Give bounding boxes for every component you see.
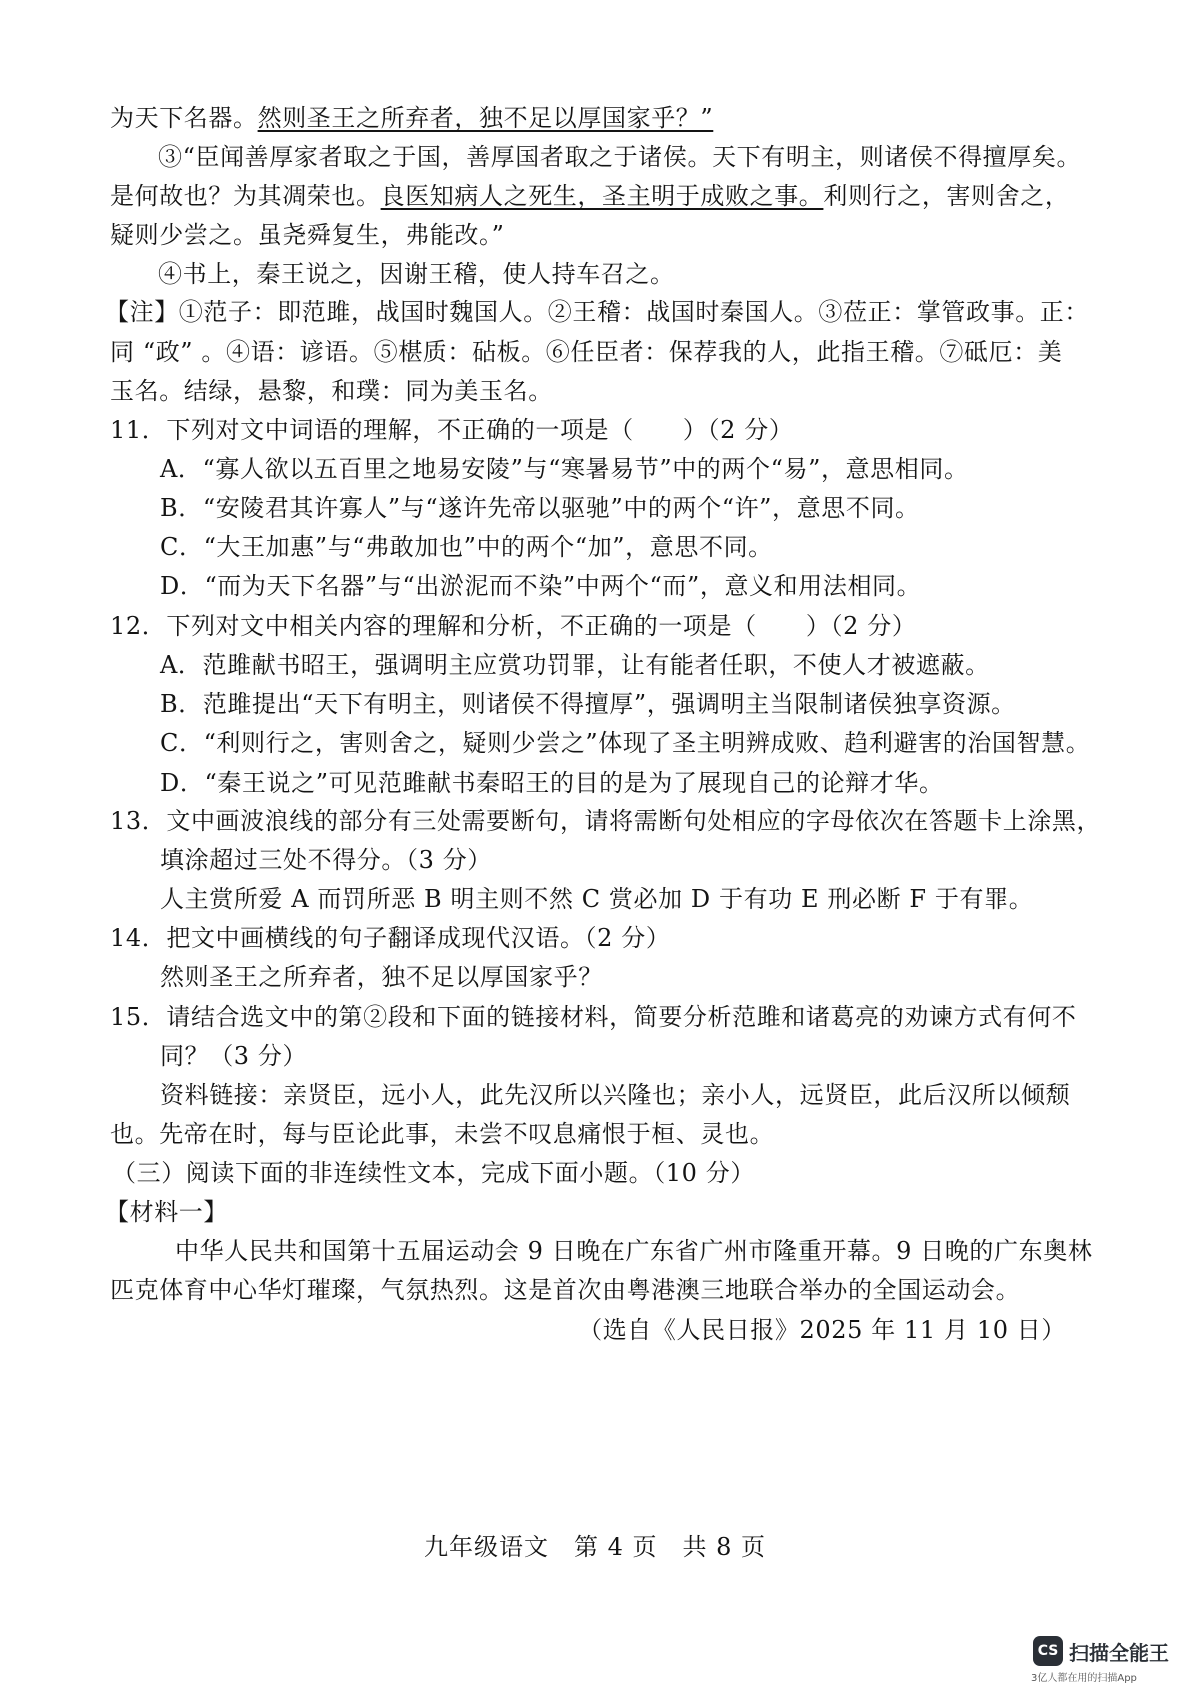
text-span: 13．文中画波浪线的部分有三处需要断句，请将需断句处相应的字母依次在答题卡上涂黑， <box>110 807 1102 835</box>
text-span: （选自《人民日报》2025 年 11 月 10 日） <box>578 1316 1066 1344</box>
q11-option-c <box>160 530 1080 564</box>
text-span: ④书上，秦王说之，因谢王稽，使人持车召之。 <box>158 260 675 288</box>
question-14 <box>110 921 1080 955</box>
text-span: 15．请结合选文中的第②段和下面的链接材料，简要分析范雎和诸葛亮的劝谏方式有何不 <box>110 1003 1077 1031</box>
q12-option-c <box>160 726 1091 760</box>
text-span: B．范雎提出“天下有明主，则诸侯不得擅厚”，强调明主当限制诸侯独享资源。 <box>160 690 1016 718</box>
text-span: 12．下列对文中相关内容的理解和分析，不正确的一项是（ ）（2 分） <box>110 612 917 640</box>
text-span: C．“利则行之，害则舍之，疑则少尝之”体现了圣主明辨成败、趋利避害的治国智慧。 <box>160 729 1091 757</box>
paragraph-4 <box>158 257 1080 291</box>
q12-option-d <box>160 766 1080 800</box>
text-span: B．“安陵君其许寡人”与“遂许先帝以驱驰”中的两个“许”，意思不同。 <box>160 494 920 522</box>
text-span: 玉名。结绿，悬黎，和璞：同为美玉名。 <box>110 377 553 405</box>
text-span: 【材料一】 <box>105 1198 228 1226</box>
text-span: D．“秦王说之”可见范雎献书秦昭王的目的是为了展现自己的论辩才华。 <box>160 769 944 797</box>
section-3-heading <box>112 1156 1080 1190</box>
text-span: 也。先帝在时，每与臣论此事，未尝不叹息痛恨于桓、灵也。 <box>110 1120 775 1148</box>
q11-option-d <box>160 569 1080 603</box>
text-span: 是何故也？为其凋荣也。 <box>110 182 381 210</box>
q12-option-a <box>160 648 1080 682</box>
material-1-line-1 <box>175 1234 1093 1268</box>
q12-option-b <box>160 687 1080 721</box>
question-14-sentence <box>160 960 1080 994</box>
notes-line-2 <box>110 335 1080 369</box>
link-material-line-2 <box>110 1117 1080 1151</box>
question-13-cont <box>160 843 1080 877</box>
wavy-underlined-sentence: 良医知病人之死生，圣主明于成败之事。 <box>380 182 824 210</box>
text-span: 11．下列对文中词语的理解，不正确的一项是（ ）（2 分） <box>110 416 794 444</box>
text-span: 为天下名器。 <box>110 104 258 132</box>
text-span: 疑则少尝之。虽尧舜复生，弗能改。” <box>110 221 505 249</box>
text-span: A．范雎献书昭王，强调明主应赏功罚罪，让有能者任职，不使人才被遮蔽。 <box>160 651 990 679</box>
text-span: 同 “政” 。④语：谚语。⑤椹质：砧板。⑥任臣者：保荐我的人，此指王稽。⑦砥厄：美 <box>110 338 1063 366</box>
paragraph-3-line-2 <box>110 179 1080 213</box>
text-span: 【注】①范子：即范雎，战国时魏国人。②王稽：战国时秦国人。③莅正：掌管政事。正： <box>105 298 1089 326</box>
text-span: 然则圣王之所弃者，独不足以厚国家乎？ <box>160 963 603 991</box>
question-15-cont <box>160 1039 1080 1073</box>
watermark-name: 扫描全能王 <box>1069 1640 1169 1665</box>
cs-logo-icon: CS <box>1033 1636 1063 1666</box>
text-line <box>110 101 1080 135</box>
text-span: 资料链接：亲贤臣，远小人，此先汉所以兴隆也；亲小人，远贤臣，此后汉所以倾颓 <box>160 1081 1071 1109</box>
scanner-watermark <box>1033 1636 1169 1666</box>
text-span: 填涂超过三处不得分。（3 分） <box>160 846 492 874</box>
text-span: 中华人民共和国第十五届运动会 9 日晚在广东省广州市隆重开幕。9 日晚的广东奥林 <box>175 1237 1093 1265</box>
text-span: 人主赏所爱 A 而罚所恶 B 明主则不然 C 赏必加 D 于有功 E 刑必断 F 于有罪。 <box>160 885 1034 913</box>
question-13 <box>110 804 1102 838</box>
text-span: C．“大王加惠”与“弗敢加也”中的两个“加”，意思不同。 <box>160 533 773 561</box>
material-1-source <box>578 1313 1066 1347</box>
material-1-heading <box>105 1195 1080 1229</box>
question-15 <box>110 1000 1080 1034</box>
notes-line-3 <box>110 374 1080 408</box>
text-span: （三）阅读下面的非连续性文本，完成下面小题。（10 分） <box>112 1159 755 1187</box>
text-span: 利则行之，害则舍之， <box>823 182 1070 210</box>
q11-option-b <box>160 491 1080 525</box>
notes-line-1 <box>105 295 1089 329</box>
text-span: 14．把文中画横线的句子翻译成现代汉语。（2 分） <box>110 924 671 952</box>
text-span: ③“臣闻善厚家者取之于国，善厚国者取之于诸侯。天下有明主，则诸侯不得擅厚矣。 <box>158 143 1082 171</box>
watermark-tagline: 3亿人都在用的扫描App <box>1031 1673 1137 1684</box>
paragraph-3-line-1 <box>158 140 1080 174</box>
text-span: 匹克体育中心华灯璀璨，气氛热烈。这是首次由粤港澳三地联合举办的全国运动会。 <box>110 1276 1021 1304</box>
link-material-line-1 <box>160 1078 1080 1112</box>
question-13-sentence <box>160 882 1080 916</box>
q11-option-a <box>160 452 1080 486</box>
text-span: A．“寡人欲以五百里之地易安陵”与“寒暑易节”中的两个“易”，意思相同。 <box>160 455 969 483</box>
text-span: 同？（3 分） <box>160 1042 308 1070</box>
material-1-line-2 <box>110 1273 1080 1307</box>
question-12 <box>110 609 1080 643</box>
text-span: D．“而为天下名器”与“出淤泥而不染”中两个“而”，意义和用法相同。 <box>160 572 922 600</box>
underlined-sentence: 然则圣王之所弃者，独不足以厚国家乎？” <box>257 104 714 132</box>
page-footer: 九年级语文 第 4 页 共 8 页 <box>423 1533 767 1561</box>
paragraph-3-line-3 <box>110 218 1080 252</box>
question-11 <box>110 413 1080 447</box>
